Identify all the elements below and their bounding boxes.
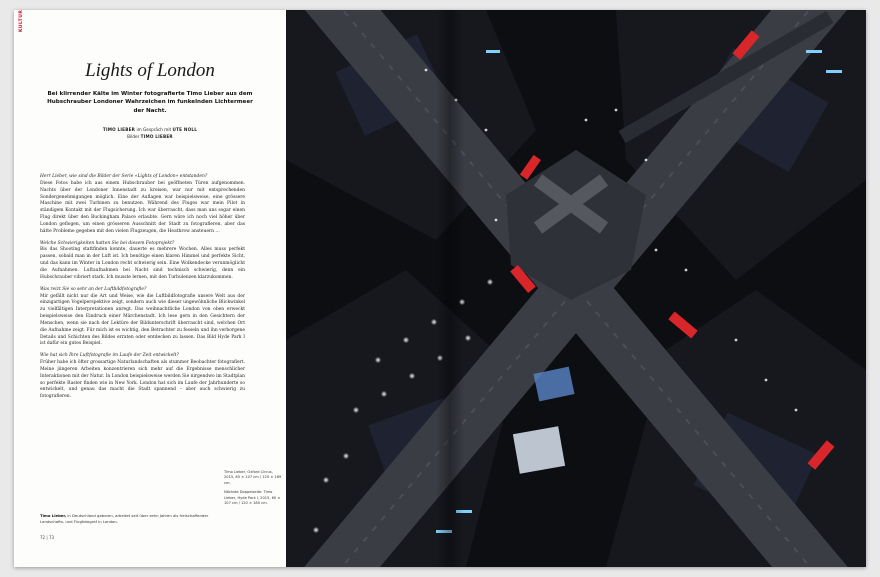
byline-images-text: Bilder	[127, 133, 140, 139]
lit-glass-roof	[513, 426, 565, 473]
bio-text: in Deutschland geboren, arbeitet seit über zehn Jahren als freischaffender Landschafts- und Flugfotograf in London.	[40, 513, 209, 524]
bio-name: Timo Lieber,	[40, 513, 67, 518]
qa-block	[40, 174, 245, 236]
text-page	[14, 10, 286, 567]
aerial-photo-illustration	[286, 10, 866, 567]
interview-question: Wie hat sich Ihre Luftfotografie im Laufe der Zeit entwickelt?	[40, 353, 179, 359]
byline	[44, 127, 256, 140]
interview-answer: Bis das Shooting stattfinden konnte, dauerte es mehrere Wochen. Alles muss perfekt passen, sobald man in der Luft ist. Ich benötige einen klaren Himmel und perfekte Sicht, und das kann im Winter in London recht schwierig sein. Eine Wolkendecke verunmöglicht die Aufnahmen. Luftaufnahmen bei Nacht sind technisch schwierig, denn ein Hubschrauber vibriert stark. Ich musste lernen, mit den Turbulenzen klarzukommen.	[40, 247, 245, 280]
interview-question: Welche Schwierigkeiten hatten Sie bei diesem Fotoprojekt?	[40, 240, 175, 246]
interview-answer: Mir gefällt nicht nur die Art und Weise, wie die Luftbildfotografie unsere Welt aus der einzigartigen Vogelperspektive zeigt, sondern auch wie dieser ungewöhnliche Blickwinkel zu vielfältigen Interpretationen anregt. Das weihnachtliche London von oben erweckt beispielsweise den Eindruck einer Märchenstadt. Ich lese gern in den Gesichtern der Menschen, wenn sie nach der Lektüre der Bildunterschrift überrascht sind, welchen Ort die Aufnahme zeigt. Für mich ist es wichtig, den Betrachter zu fesseln und ihn verborgene Details und Schichten des Bildes erraten oder entdecken zu lassen. Das Bild Hyde Park I ist dafür ein gutes Beispiel.	[40, 293, 245, 347]
byline-photographer: TIMO LIEBER	[140, 133, 173, 139]
byline-interviewer: UTE NOLL	[172, 127, 198, 132]
interview-answer: Diese Fotos habe ich aus einem Hubschrauber bei geöffneten Türen aufgenommen. Nachts über der Londoner Innenstadt zu kreisen, war nur mit entsprechenden Sondergenehmigungen möglich. Eine der Auflagen war beispielsweise, eine grössere Maschine mit zwei Turbinen zu benutzen. Während des Fluges war mein Pilot in ständigem Kontakt mit der Flugsicherung. Ich war überrascht, dass man uns sogar einen Flug direkt über den Buckingham Palace erlaubte. Gern wäre ich noch viel höher über London geflogen, um einen grösseren Ausschnitt der Stadt zu fotografieren, aber das hätte Probleme gegeben mit den vielen Flugzeugen, die Heathrow ansteuern …	[40, 180, 245, 234]
qa-block	[40, 287, 245, 349]
aerial-photo-oxford-circus	[286, 10, 866, 567]
page-gutter-shadow	[436, 10, 464, 567]
qa-block	[40, 353, 245, 401]
byline-interview-text: im Gespräch mit	[136, 127, 172, 132]
caption-current: Timo Lieber, Oxford Circus, 2015, 65 × 107 cm / 120 × 169 cm.	[224, 470, 282, 485]
magazine-spread	[14, 10, 866, 567]
author-bio	[40, 513, 225, 524]
byline-line-1	[44, 127, 256, 134]
qa-block	[40, 241, 245, 282]
photo-caption	[224, 470, 282, 510]
byline-author: TIMO LIEBER	[102, 127, 136, 132]
caption-next: Nächste Doppelseite: Timo Lieber, Hyde Park I, 2015, 60 × 107 cm / 120 × 180 cm.	[224, 490, 281, 505]
interview-question: Was reizt Sie so sehr an der Luftbildfotografie?	[40, 286, 147, 292]
page-numbers: 72 | 73	[40, 535, 55, 540]
byline-line-2	[44, 134, 256, 141]
interview-answer: Früher habe ich öfter grossartige Naturlandschaften als stummer Beobachter fotografiert. Meine jüngeren Arbeiten konzentrieren sich mehr auf die Ergebnisse menschlicher Interaktionen mit der Natur. In London beispielsweise werden Sie nirgendwo im Stadtplan so perfekte Raster finden wie in New York. London hat sich im Laufe der Jahrhunderte so entwickelt, und genau das macht die Stadt spannend – aber auch schwierig zu fotografieren.	[40, 360, 245, 400]
section-label: KULTUR	[19, 10, 24, 32]
article-deck: Bei klirrender Kälte im Winter fotografierte Timo Lieber aus dem Hubschrauber Londoner Wahrzeichen im funkelnden Lichtermeer der Nacht.	[47, 91, 253, 114]
interview-question: Herr Lieber, wie sind die Bilder der Serie «Lights of London» entstanden?	[40, 174, 208, 179]
article-title: Lights of London	[85, 60, 215, 81]
article-body	[40, 174, 245, 406]
